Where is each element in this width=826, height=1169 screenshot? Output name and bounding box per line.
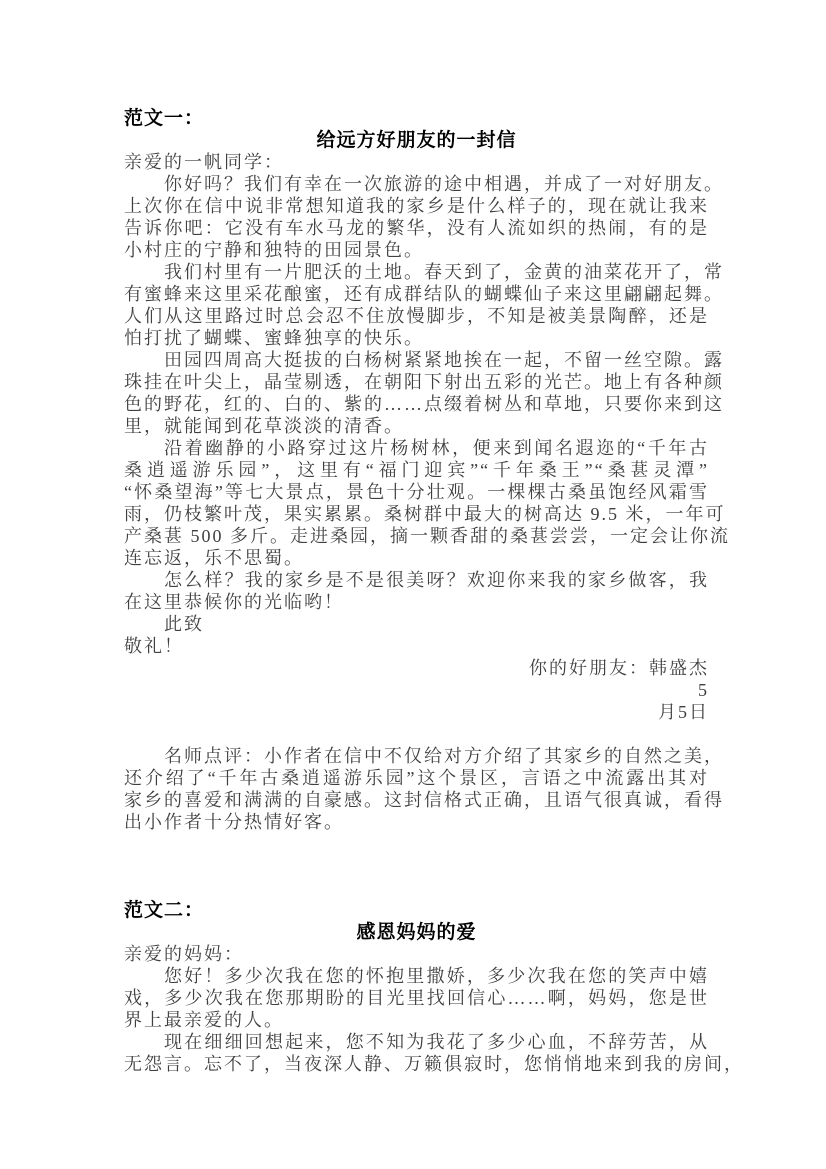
essay-2-section bbox=[124, 899, 744, 1075]
essay-1-body-line: 小村庄的宁静和独特的田园景色。 bbox=[124, 240, 424, 260]
essay-1-closing-jingli: 敬礼！ bbox=[124, 636, 184, 656]
essay-1-closing-cizhi: 此致 bbox=[164, 614, 204, 634]
essay-1-body-line: 里，就能闻到花草淡淡的清香。 bbox=[124, 416, 404, 436]
essay-1-date-line-1: 5 bbox=[698, 680, 709, 700]
essay-1-body-line: 人们从这里路过时总会忍不住放慢脚步，不知是被美景陶醉，还是 bbox=[124, 306, 709, 326]
essay-1-body-line: 雨，仍枝繁叶茂，果实累累。桑树群中最大的树高达 9.5 米，一年可 bbox=[124, 504, 726, 524]
essay-1-body-line: 你好吗？我们有幸在一次旅游的途中相遇，并成了一对好朋友。 bbox=[164, 174, 724, 194]
essay-1-date-line-2: 月5日 bbox=[658, 702, 709, 722]
document-text-column bbox=[124, 107, 744, 1075]
essay-1-body-line: 桑逍遥游乐园”，这里有“福门迎宾”“千年桑王”“桑葚灵潭” bbox=[124, 460, 709, 480]
essay-1-label: 范文一： bbox=[124, 107, 205, 129]
essay-1-body-line: 有蜜蜂来这里采花酿蜜，还有成群结队的蝴蝶仙子来这里翩翩起舞。 bbox=[124, 284, 724, 304]
essay-1-salutation: 亲爱的一帆同学： bbox=[124, 152, 284, 172]
essay-1-body-line: 上次你在信中说非常想知道我的家乡是什么样子的，现在就让我来 bbox=[124, 196, 709, 216]
essay-2-body-line: 戏，多少次我在您那期盼的目光里找回信心……啊，妈妈，您是世 bbox=[124, 988, 709, 1008]
essay-1-title: 给远方好朋友的一封信 bbox=[316, 129, 517, 151]
essay-1-body-line: 怕打扰了蝴蝶、蜜蜂独享的快乐。 bbox=[124, 328, 424, 348]
blank-line bbox=[124, 723, 709, 745]
essay-1-body-line: 产桑葚 500 多斤。走进桑园，摘一颗香甜的桑葚尝尝，一定会让你流 bbox=[124, 526, 730, 546]
essay-1-section bbox=[124, 107, 730, 833]
section-gap bbox=[124, 833, 709, 899]
essay-1-body-line: 连忘返，乐不思蜀。 bbox=[124, 548, 304, 568]
essay-1-body-line: 我们村里有一片肥沃的土地。春天到了，金黄的油菜花开了，常 bbox=[164, 262, 724, 282]
essay-1-body-line: 告诉你吧：它没有车水马龙的繁华，没有人流如织的热闹，有的是 bbox=[124, 218, 709, 238]
essay-2-title: 感恩妈妈的爱 bbox=[356, 921, 477, 943]
essay-1-comment-line: 名师点评：小作者在信中不仅给对方介绍了其家乡的自然之美， bbox=[164, 746, 724, 766]
essay-1-comment-line: 还介绍了“千年古桑逍遥游乐园”这个景区，言语之中流露出其对 bbox=[124, 768, 709, 788]
essay-2-body-line: 您好！多少次我在您的怀抱里撒娇，多少次我在您的笑声中嬉 bbox=[164, 966, 709, 986]
essay-1-signature: 你的好朋友：韩盛杰 bbox=[529, 658, 709, 678]
essay-1-body-line: 色的野花，红的、白的、紫的……点缀着树丛和草地，只要你来到这 bbox=[124, 394, 724, 414]
essay-1-body-line: 田园四周高大挺拔的白杨树紧紧地挨在一起，不留一丝空隙。露 bbox=[164, 350, 724, 370]
essay-1-body-line: 沿着幽静的小路穿过这片杨树林，便来到闻名遐迩的“千年古 bbox=[164, 438, 709, 458]
essay-2-body-line: 界上最亲爱的人。 bbox=[124, 1010, 284, 1030]
essay-2-body-line: 无怨言。忘不了，当夜深人静、万籁俱寂时，您悄悄地来到我的房间， bbox=[124, 1054, 744, 1074]
essay-1-body-line: 珠挂在叶尖上，晶莹剔透，在朝阳下射出五彩的光芒。地上有各种颜 bbox=[124, 372, 724, 392]
essay-2-salutation: 亲爱的妈妈： bbox=[124, 944, 244, 964]
essay-2-body-line: 现在细细回想起来，您不知为我花了多少心血，不辞劳苦，从 bbox=[164, 1032, 709, 1052]
essay-2-label: 范文二： bbox=[124, 899, 205, 921]
essay-1-body-line: 怎么样？我的家乡是不是很美呀？欢迎你来我的家乡做客，我 bbox=[164, 570, 709, 590]
essay-1-body-line: “怀桑望海”等七大景点，景色十分壮观。一棵棵古桑虽饱经风霜雪 bbox=[124, 482, 709, 502]
essay-1-comment-line: 家乡的喜爱和满满的自豪感。这封信格式正确，且语气很真诚，看得 bbox=[124, 790, 724, 810]
essay-1-body-line: 在这里恭候你的光临哟！ bbox=[124, 592, 344, 612]
essay-1-comment-line: 出小作者十分热情好客。 bbox=[124, 812, 344, 832]
